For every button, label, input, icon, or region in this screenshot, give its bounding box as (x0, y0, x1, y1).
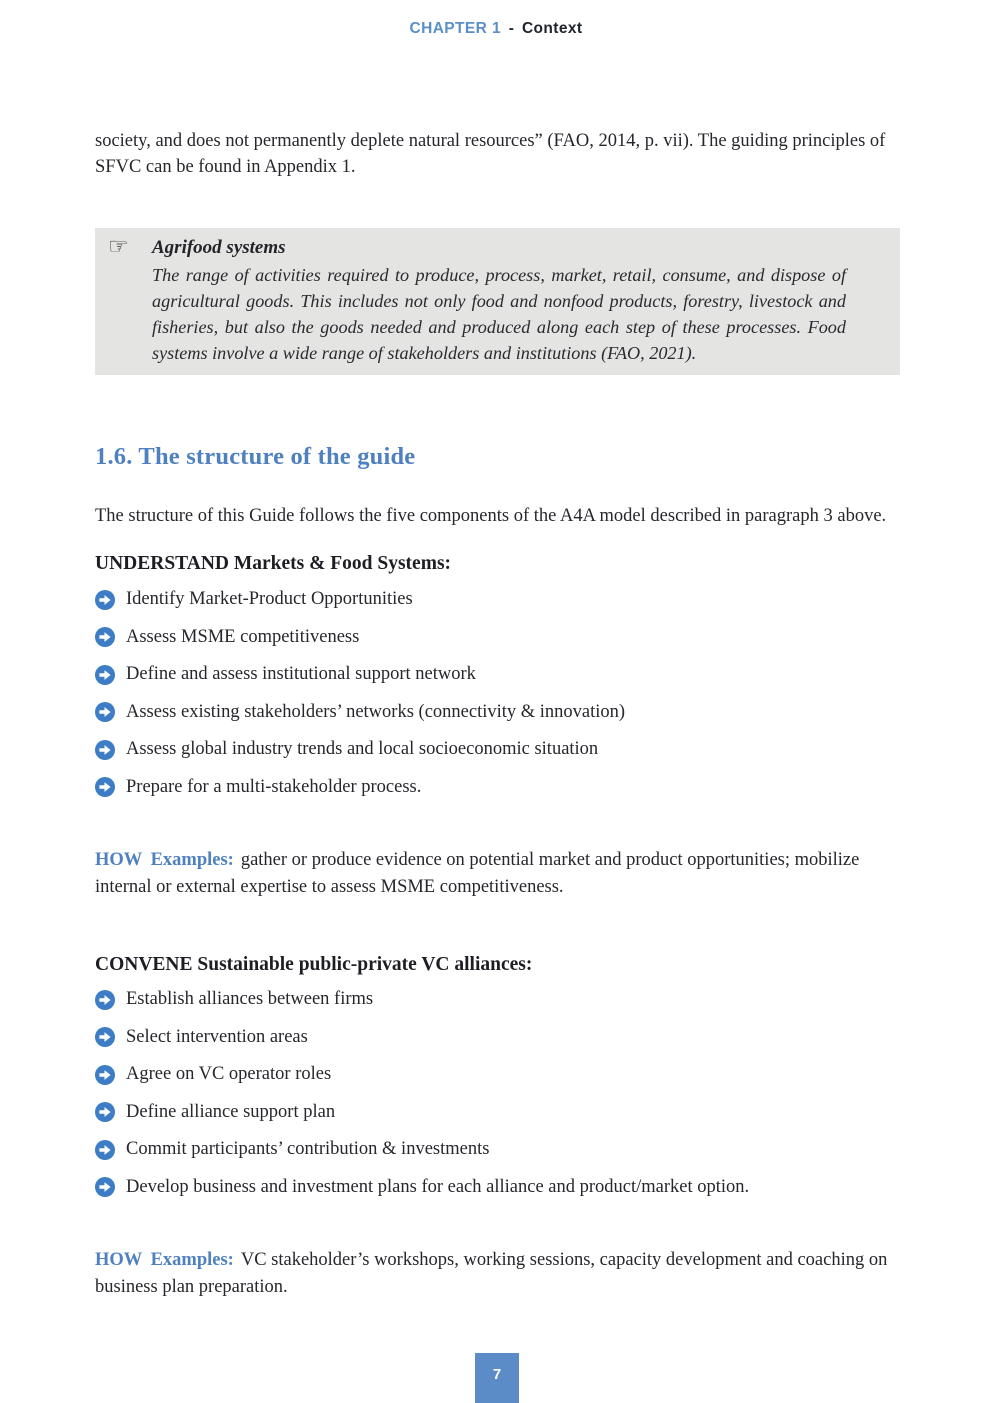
how-examples-text: gather or produce evidence on potential market and product opportunities; mobilize internal or external expertise to assess MSME competitiveness. (95, 850, 860, 897)
definition-box (95, 228, 900, 375)
pointing-hand-icon: ☞ (108, 234, 129, 260)
list-item (95, 694, 625, 732)
page-header (0, 20, 992, 38)
list-item-text: Agree on VC operator roles (126, 1064, 332, 1085)
list-item-text: Assess existing stakeholders’ networks (connectivity & innovation) (126, 701, 626, 722)
how-examples-label: HOW Examples: (95, 850, 234, 870)
how-examples-text: VC stakeholder’s workshops, working sessions, capacity development and coaching on business plan preparation. (95, 1250, 888, 1297)
arrow-bullet-icon (95, 665, 115, 685)
arrow-bullet-icon (95, 1140, 115, 1160)
list-item (95, 656, 625, 694)
list-item-text: Assess global industry trends and local socioeconomic situation (126, 739, 599, 760)
list-item-text: Develop business and investment plans for each alliance and product/market option. (126, 1176, 750, 1197)
list-item (95, 731, 625, 769)
convene-list (95, 981, 749, 1206)
understand-heading: UNDERSTAND Markets & Food Systems: (95, 553, 452, 574)
page-number: 7 (492, 1365, 502, 1383)
list-item (95, 1169, 749, 1207)
chapter-title: Context (521, 20, 583, 37)
how-examples-label: HOW Examples: (95, 1250, 234, 1270)
header-dash: - (508, 20, 515, 37)
section-intro-paragraph: The structure of this Guide follows the five components of the A4A model described in paragraph 3 above. (95, 506, 887, 526)
how-examples-1 (95, 847, 902, 901)
list-item (95, 1056, 749, 1094)
how-examples-2 (95, 1247, 902, 1301)
arrow-bullet-icon (95, 777, 115, 797)
arrow-bullet-icon (95, 627, 115, 647)
list-item-text: Define alliance support plan (126, 1101, 336, 1122)
arrow-bullet-icon (95, 1102, 115, 1122)
list-item-text: Identify Market-Product Opportunities (126, 589, 413, 610)
convene-heading: CONVENE Sustainable public-private VC alliances: (95, 954, 533, 975)
list-item-text: Establish alliances between firms (126, 989, 374, 1010)
page-number-badge (475, 1353, 519, 1403)
chapter-label: CHAPTER 1 (409, 20, 501, 37)
arrow-bullet-icon (95, 590, 115, 610)
list-item-text: Select intervention areas (126, 1026, 308, 1047)
list-item (95, 769, 625, 807)
list-item (95, 1019, 749, 1057)
arrow-bullet-icon (95, 740, 115, 760)
intro-paragraph: society, and does not permanently deplete natural resources” (FAO, 2014, p. vii). The guiding principles of SFVC can be found in Appendix 1. (95, 131, 886, 177)
list-item (95, 619, 625, 657)
understand-list (95, 581, 625, 806)
list-item-text: Commit participants’ contribution & investments (126, 1139, 490, 1160)
definition-text: The range of activities required to produce, process, market, retail, consume, and dispose of agricultural goods. This includes not only food and nonfood products, forestry, livestock and fisheries, but also the goods needed and produced along each step of these processes. Food systems involve a wide range of stakeholders and institutions (FAO, 2021). (152, 265, 846, 363)
arrow-bullet-icon (95, 1065, 115, 1085)
list-item (95, 581, 625, 619)
list-item (95, 1094, 749, 1132)
arrow-bullet-icon (95, 1027, 115, 1047)
list-item (95, 1131, 749, 1169)
definition-term: Agrifood systems (152, 237, 286, 258)
list-item-text: Prepare for a multi-stakeholder process. (126, 776, 422, 797)
arrow-bullet-icon (95, 1177, 115, 1197)
arrow-bullet-icon (95, 702, 115, 722)
section-heading: 1.6. The structure of the guide (95, 443, 416, 470)
list-item-text: Assess MSME competitiveness (126, 626, 360, 647)
arrow-bullet-icon (95, 990, 115, 1010)
list-item (95, 981, 749, 1019)
list-item-text: Define and assess institutional support network (126, 664, 476, 685)
